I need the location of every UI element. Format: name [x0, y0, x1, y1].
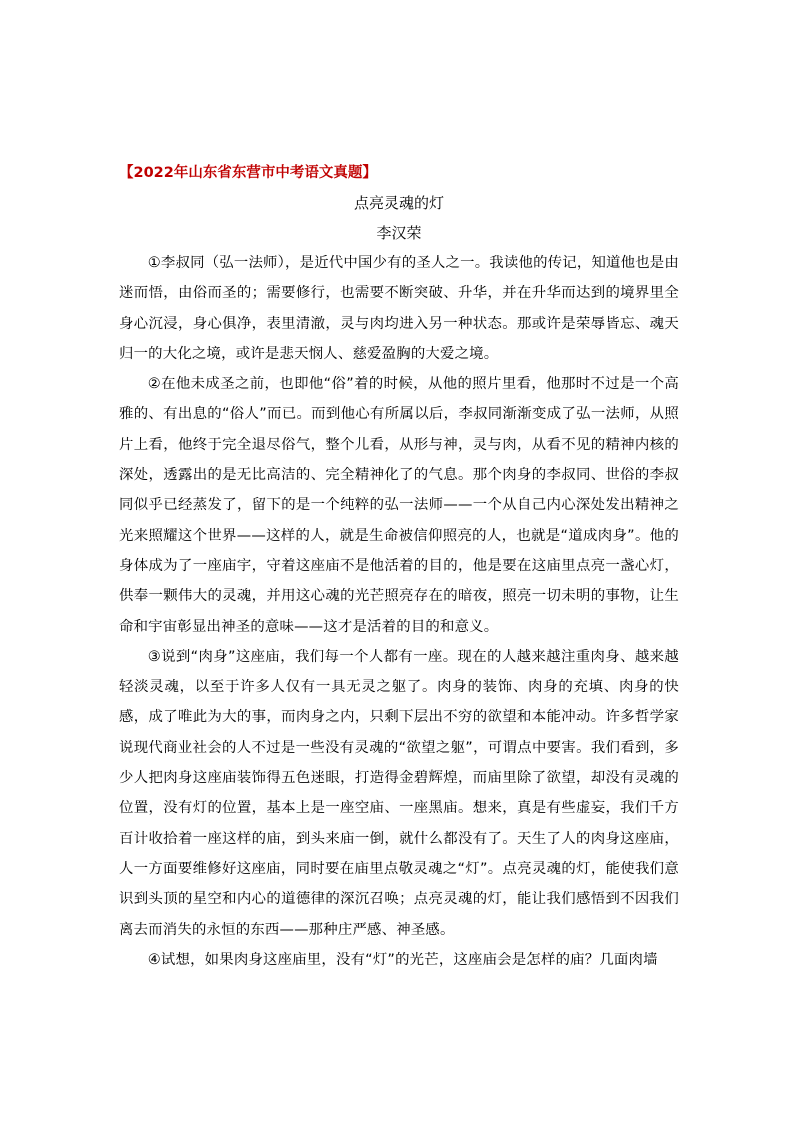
exam-source-tag: 【2022年山东省东营市中考语文真题】 — [119, 165, 377, 181]
paragraph-1: ①李叔同（弘一法师），是近代中国少有的圣人之一。我读他的传记，知道他也是由迷而悟，由俗而圣的；需要修行，也需要不断突破、升华，并在升华而达到的境界里全身心沉浸，身心俱净，表里清澈，灵与肉均进入另一种状态。那或许是荣辱皆忘、魂天归一的大化之境，或许是悲天悯人、慈爱盈胸的大爱之境。 — [119, 255, 679, 362]
article-author: 李汉荣 — [376, 224, 422, 242]
paragraph-2: ②在他未成圣之前，也即他“俗”着的时候，从他的照片里看，他那时不过是一个高雅的、有出息的“俗人”而已。而到他心有所属以后，李叔同渐渐变成了弘一法师，从照片上看，他终于完全退尽俗气，整个儿看，从形与神，灵与肉，从看不见的精神内核的深处，透露出的是无比高洁的、完全精神化了的气息。那个肉身的李叔同、世俗的李叔同似乎已经蒸发了，留下的是一个纯粹的弘一法师——一个从自己内心深处发出精神之光来照耀这个世界——这样的人，就是生命被信仰照亮的人，也就是“道成肉身”。他的身体成为了一座庙宇，守着这座庙不是他活着的目的，他是要在这庙里点亮一盏心灯，供奉一颗伟大的灵魂，并用这心魂的光芒照亮存在的暗夜，照亮一切未明的事物，让生命和宇宙彰显出神圣的意味——这才是活着的目的和意义。 — [119, 376, 679, 635]
paragraph-4: ④试想，如果肉身这座庙里，没有“灯”的光芒，这座庙会是怎样的庙？几面肉墙 — [147, 951, 658, 968]
article-title: 点亮灵魂的灯 — [353, 194, 444, 212]
document-page — [119, 158, 679, 975]
paragraph-3: ③说到“肉身”这座庙，我们每一个人都有一座。现在的人越来越注重肉身、越来越轻淡灵魂，以至于许多人仅有一具无灵之躯了。肉身的装饰、肉身的充填、肉身的快感，成了唯此为大的事，而肉身之内，只剩下层出不穷的欲望和本能冲动。许多哲学家说现代商业社会的人不过是一些没有灵魂的“欲望之躯”，可谓点中要害。我们看到，多少人把肉身这座庙装饰得五色迷眼，打造得金碧辉煌，而庙里除了欲望，却没有灵魂的位置，没有灯的位置，基本上是一座空庙、一座黑庙。想来，真是有些虚妄，我们千方百计收拾着一座这样的庙，到头来庙一倒，就什么都没有了。天生了人的肉身这座庙，人一方面要维修好这座庙，同时要在庙里点敬灵魂之“灯”。点亮灵魂的灯，能使我们意识到头顶的星空和内心的道德律的深沉召唤；点亮灵魂的灯，能让我们感悟到不因我们离去而消失的永恒的东西——那种庄严感、神圣感。 — [119, 648, 679, 938]
